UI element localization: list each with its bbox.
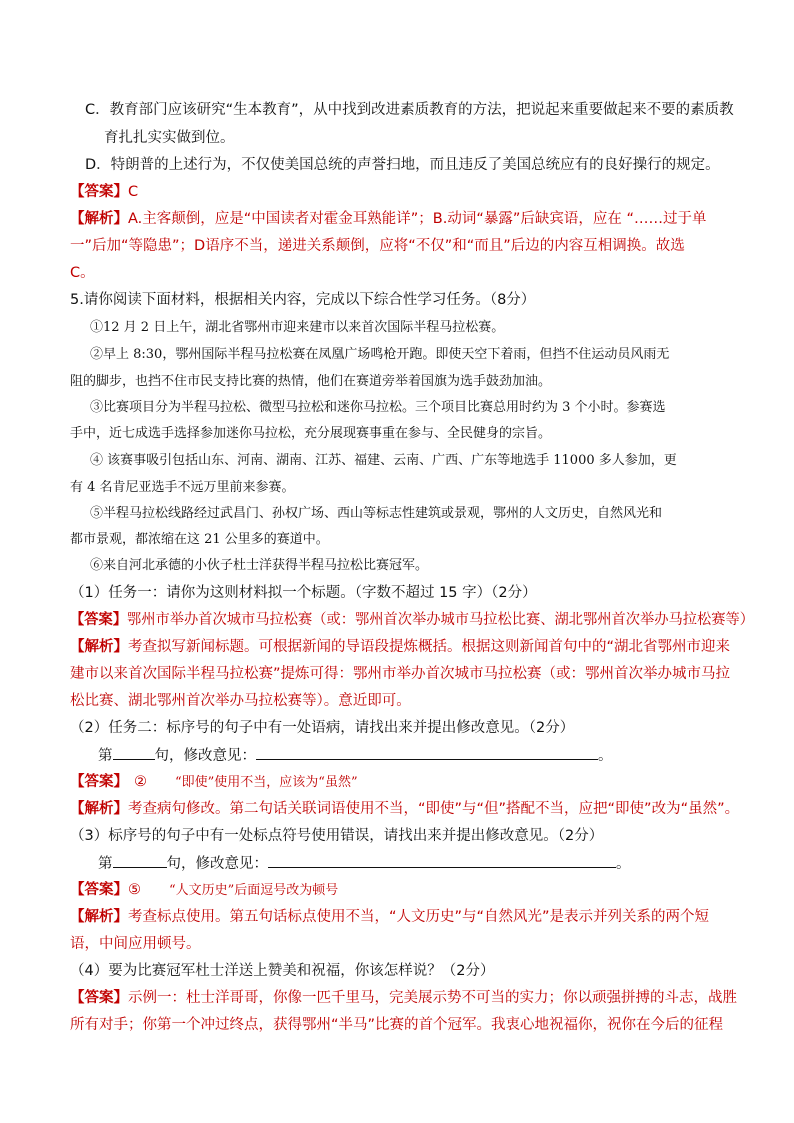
analysis-line-2: 一”后加“等隐患”；D语序不当，递进关系颠倒，应将“不仅”和“而且”后边的内容互相调换。故选 <box>70 238 685 254</box>
analysis-tag: 【解析】 <box>70 211 128 227</box>
revision-blank[interactable] <box>268 853 616 868</box>
answer-text: 示例一：杜士洋哥哥，你像一匹千里马，完美展示势不可当的实力；你以顽强拼搏的斗志，战胜 <box>128 990 737 1006</box>
analysis-text: 考查标点使用。第五句话标点使用不当，“人文历史”与“自然风光”是表示并列关系的两个短 <box>128 909 710 925</box>
task-3-analysis-line-1 <box>70 907 709 927</box>
answer-tag: 【答案】 <box>70 990 128 1006</box>
fill-prefix: 第 <box>98 748 113 764</box>
revision-blank[interactable] <box>256 745 598 760</box>
material-5-line-1: ⑤半程马拉松线路经过武昌门、孙权广场、西山等标志性建筑或景观，鄂州的人文历史，自然风光和 <box>90 506 663 521</box>
sentence-number-blank[interactable] <box>113 853 167 868</box>
task-1-answer <box>70 610 754 630</box>
answer-text: 鄂州市举办首次城市马拉松赛（或：鄂州首次举办城市马拉松比赛、湖北鄂州首次举办马拉松赛等） <box>127 612 755 628</box>
option-d: D．特朗普的上述行为，不仅使美国总统的声誉扫地，而且违反了美国总统应有的良好操行的规定。 <box>85 157 720 173</box>
fill-suffix: 。 <box>598 748 613 764</box>
task-2-fill-line <box>98 745 613 766</box>
fill-prefix: 第 <box>98 856 113 872</box>
question-5-stem: 5.请你阅读下面材料，根据相关内容，完成以下综合性学习任务。（8分） <box>70 292 536 308</box>
answer-number: ⑤ <box>128 882 141 898</box>
answer-tag: 【答案】 <box>70 612 128 628</box>
answer-text: “人文历史”后面逗号改为顿号 <box>169 883 339 898</box>
task-1-analysis-line-1 <box>70 637 730 657</box>
task-2-answer <box>70 772 358 793</box>
material-2-line-1: ②早上 8:30，鄂州国际半程马拉松赛在凤凰广场鸣枪开跑。即使天空下着雨，但挡不住运动员风雨无 <box>90 347 670 362</box>
answer-line <box>70 182 138 202</box>
task-4-answer-line-2: 所有对手；你第一个冲过终点，获得鄂州“半马”比赛的首个冠军。我衷心地祝福你，祝你在今后的征程 <box>70 1017 724 1033</box>
answer-text: “即使”使用不当，应该为“虽然” <box>175 775 358 790</box>
material-3-line-2: 手中，近七成选手选择参加迷你马拉松，充分展现赛事重在参与、全民健身的宗旨。 <box>70 426 552 441</box>
answer-number: ② <box>134 774 147 790</box>
task-4-answer-line-1 <box>70 988 737 1008</box>
material-4-line-2: 有 4 名肯尼亚选手不远万里前来参赛。 <box>70 480 295 495</box>
material-6: ⑥来自河北承德的小伙子杜士洋获得半程马拉松比赛冠军。 <box>90 558 429 573</box>
material-1: ①12 月 2 日上午，湖北省鄂州市迎来建市以来首次国际半程马拉松赛。 <box>90 320 505 335</box>
task-3-analysis-line-2: 语，中间应用顿号。 <box>70 936 201 952</box>
material-5-line-2: 都市景观，都浓缩在这 21 公里多的赛道中。 <box>70 532 329 547</box>
task-1-analysis-line-3: 松比赛、湖北鄂州首次举办马拉松赛等）。意近即可。 <box>70 693 411 709</box>
material-3-line-1: ③比赛项目分为半程马拉松、微型马拉松和迷你马拉松。三个项目比赛总用时约为 3 个小时。参赛选 <box>90 400 666 415</box>
task-1-question: （1）任务一：请你为这则材料拟一个标题。（字数不超过 15 字）（2分） <box>70 585 537 601</box>
analysis-text: 考查拟写新闻标题。可根据新闻的导语段提炼概括。根据这则新闻首句中的“湖北省鄂州市迎来 <box>128 639 731 655</box>
answer-tag: 【答案】 <box>70 774 128 790</box>
task-1-analysis-line-2: 建市以来首次国际半程马拉松赛”提炼可得：鄂州市举办首次城市马拉松赛（或：鄂州首次举办城市马拉 <box>70 666 731 682</box>
analysis-line-3: C。 <box>70 265 95 281</box>
analysis-text: A.主客颠倒，应是“中国读者对霍金耳熟能详”；B.动词“暴露”后缺宾语，应在 “……过于单 <box>128 211 707 227</box>
fill-middle: 句，修改意见： <box>166 856 268 872</box>
option-c-line-2: 育扎扎实实做到位。 <box>104 130 235 146</box>
task-3-fill-line <box>98 853 631 874</box>
analysis-tag: 【解析】 <box>70 801 128 817</box>
fill-middle: 句，修改意见： <box>154 748 256 764</box>
option-c-line-1: C．教育部门应该研究“生本教育”，从中找到改进素质教育的方法，把说起来重要做起来不要的素质教 <box>85 102 734 118</box>
sentence-number-blank[interactable] <box>113 745 155 760</box>
task-3-question: （3）标序号的句子中有一处标点符号使用错误，请找出来并提出修改意见。（2分） <box>70 828 604 844</box>
answer-tag: 【答案】 <box>70 184 128 200</box>
material-2-line-2: 阻的脚步，也挡不住市民支持比赛的热情，他们在赛道旁举着国旗为选手鼓劲加油。 <box>70 374 552 389</box>
answer-tag: 【答案】 <box>70 882 128 898</box>
analysis-tag: 【解析】 <box>70 639 128 655</box>
analysis-tag: 【解析】 <box>70 909 128 925</box>
task-3-answer <box>70 880 338 901</box>
task-4-question: （4）要为比赛冠军杜士洋送上赞美和祝福，你该怎样说？（2分） <box>70 963 495 979</box>
task-2-analysis <box>70 799 739 819</box>
analysis-text: 考查病句修改。第二句话关联词语使用不当，“即使”与“但”搭配不当，应把“即使”改为“虽然”。 <box>128 801 740 817</box>
analysis-line-1 <box>70 209 707 229</box>
material-4-line-1: ④ 该赛事吸引包括山东、河南、湖南、江苏、福建、云南、广西、广东等地选手 11000 多人参加，更 <box>90 453 677 468</box>
fill-suffix: 。 <box>616 856 631 872</box>
task-2-question: （2）任务二：标序号的句子中有一处语病，请找出来并提出修改意见。（2分） <box>70 720 575 736</box>
answer-text: C <box>128 184 139 200</box>
